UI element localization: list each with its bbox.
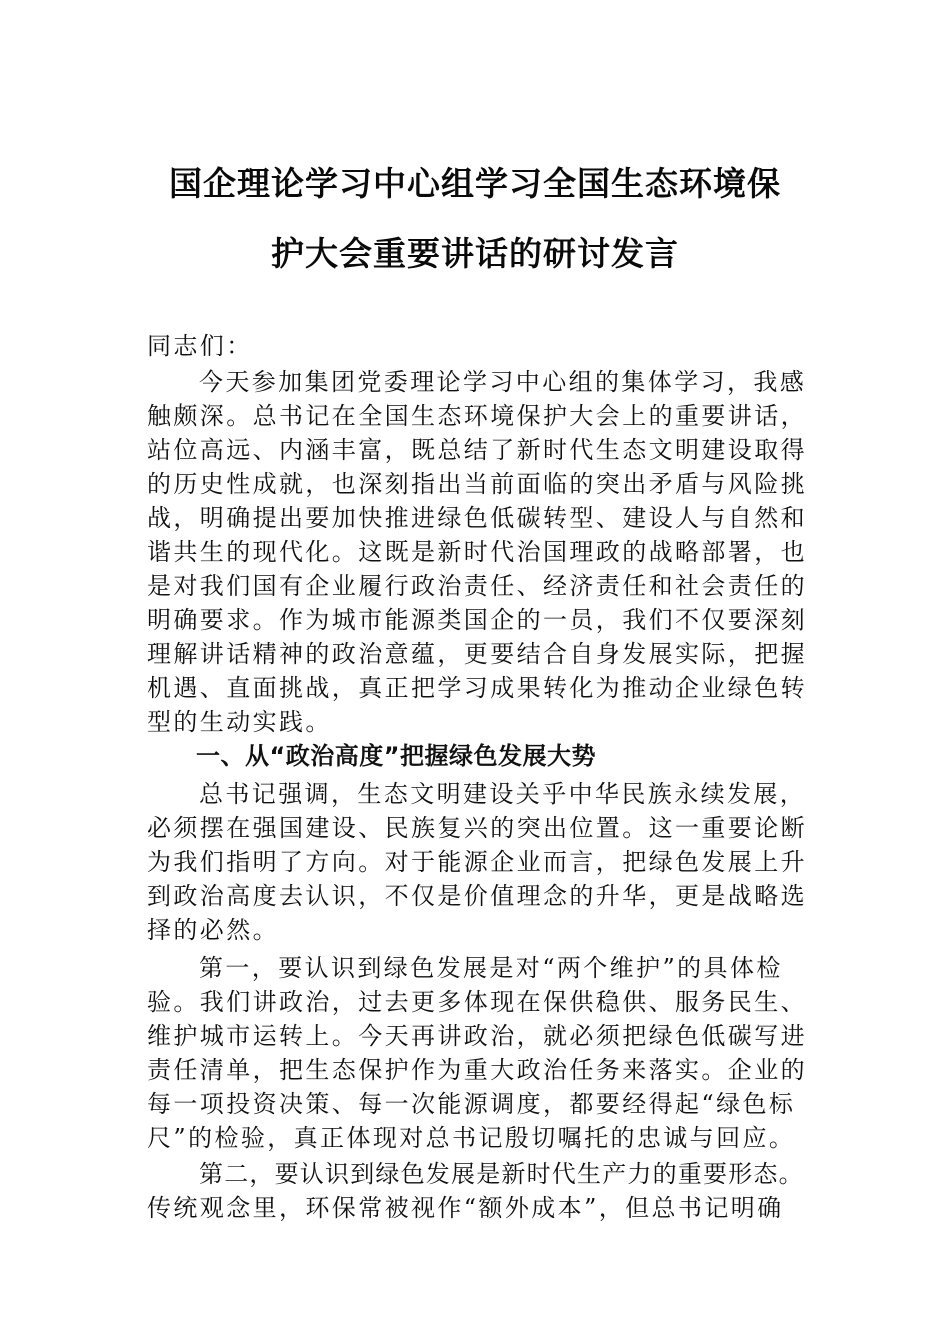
paragraph-line: 第二，要认识到绿色发展是新时代生产力的重要形态。 — [199, 1160, 804, 1188]
paragraph-line: 触颇深。总书记在全国生态环境保护大会上的重要讲话， — [147, 402, 807, 430]
paragraph-line: 验。我们讲政治，过去更多体现在保供稳供、服务民生、 — [147, 988, 807, 1016]
paragraph-line: 理解讲话精神的政治意蕴，更要结合自身发展实际，把握 — [147, 640, 807, 668]
paragraph-line: 尺”的检验，真正体现对总书记殷切嘱托的忠诚与回应。 — [147, 1124, 796, 1152]
paragraph-line: 必须摆在强国建设、民族复兴的突出位置。这一重要论断 — [147, 814, 807, 842]
paragraph-line: 总书记强调，生态文明建设关乎中华民族永续发展， — [199, 780, 807, 808]
paragraph-line: 每一项投资决策、每一次能源调度，都要经得起“绿色标 — [147, 1090, 796, 1118]
greeting: 同志们： — [147, 332, 253, 360]
paragraph-line: 机遇、直面挑战，真正把学习成果转化为推动企业绿色转 — [147, 674, 807, 702]
paragraph-line: 为我们指明了方向。对于能源企业而言，把绿色发展上升 — [147, 848, 807, 876]
paragraph-line: 择的必然。 — [147, 916, 279, 944]
paragraph-line: 第一，要认识到绿色发展是对“两个维护”的具体检 — [199, 954, 783, 982]
paragraph-line: 到政治高度去认识，不仅是价值理念的升华，更是战略选 — [147, 882, 807, 910]
paragraph-line: 明确要求。作为城市能源类国企的一员，我们不仅要深刻 — [147, 606, 807, 634]
paragraph-line: 今天参加集团党委理论学习中心组的集体学习，我感 — [199, 368, 807, 396]
paragraph-line: 责任清单，把生态保护作为重大政治任务来落实。企业的 — [147, 1056, 807, 1084]
paragraph-line: 谐共生的现代化。这既是新时代治国理政的战略部署，也 — [147, 538, 807, 566]
paragraph-line: 是对我们国有企业履行政治责任、经济责任和社会责任的 — [147, 572, 807, 600]
document-title-line-1: 国企理论学习中心组学习全国生态环境保 — [169, 164, 781, 203]
paragraph-line: 维护城市运转上。今天再讲政治，就必须把绿色低碳写进 — [147, 1022, 807, 1050]
section-heading: 一、从“政治高度”把握绿色发展大势 — [196, 742, 597, 770]
document-title-line-2: 护大会重要讲话的研讨发言 — [271, 234, 679, 273]
paragraph-line: 战，明确提出要加快推进绿色低碳转型、建设人与自然和 — [147, 504, 807, 532]
paragraph-line: 型的生动实践。 — [147, 708, 332, 736]
paragraph-line: 传统观念里，环保常被视作“额外成本”，但总书记明确 — [147, 1194, 784, 1222]
paragraph-line: 站位高远、内涵丰富，既总结了新时代生态文明建设取得 — [147, 436, 807, 464]
paragraph-line: 的历史性成就，也深刻指出当前面临的突出矛盾与风险挑 — [147, 470, 807, 498]
